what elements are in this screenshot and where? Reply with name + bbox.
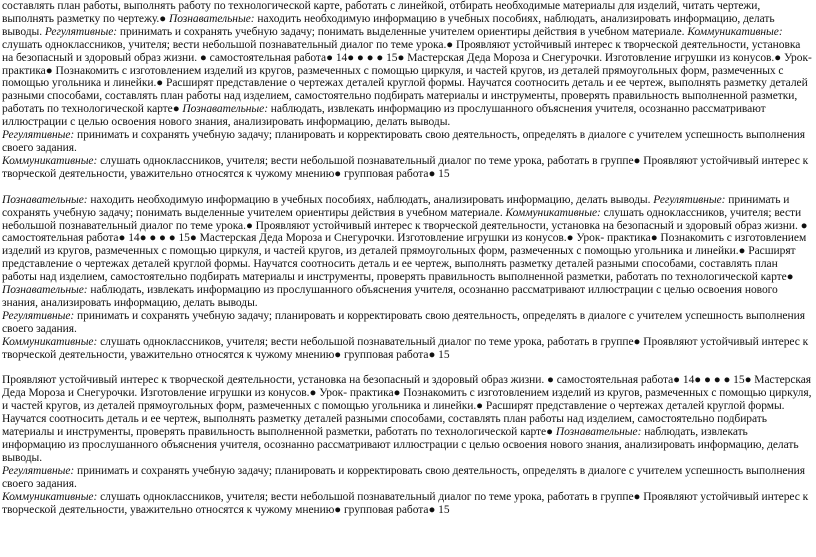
text-run: находить необходимую информацию в учебных пособиях, наблюдать, анализировать информацию, делать выводы. [87, 193, 654, 206]
section-label: Регулятивные: [2, 129, 75, 142]
text-run: наблюдать, извлекать информацию из прослушанного объяснения учителя, осознанно рассматривают иллюстрации с целью освоения нового знания, анализировать информацию, делать выводы. [2, 103, 766, 129]
section-label: Регулятивные: [44, 25, 118, 38]
section-label: Коммуникативные: [687, 25, 783, 38]
text-run: слушать одноклассников, учителя; вести небольшой познавательный диалог по теме урока.● Проявляют устойчивый интерес к творческой деятельности, установка на безопасный и здоровый образ жизни. ● самостоятельная работа● 14● ● ● ● 15● Мастерская Деда Мороза и Снегурочки. Изготовление игрушки из конусов.● Урок- практика● Познакомить с изготовлением изделий из кругов, размеченных с помощью циркуля, и частей кругов, из деталей прямоугольных форм, размеченных с помощью угольника и линейки.● Расширят представление о чертежах деталей круглой формы. Научатся соотносить деталь и ее чертеж, выполнять разметку деталей разными способами, составлять план работы над изделием, самостоятельно подбирать материалы и инструменты, проверять правильность выполненной разметки, работать по технологической карте● [2, 206, 808, 284]
section-label: Коммуникативные: [505, 206, 601, 219]
text-run: слушать одноклассников, учителя; вести небольшой познавательный диалог по теме урока, работать в группе● Проявляют устойчивый интерес к творческой деятельности, уважительно относятся к чужому мнению● групповая работа● 15 [2, 335, 809, 361]
section-label: Регулятивные: [653, 193, 726, 206]
text-run: принимать и сохранять учебную задачу; планировать и корректировать свою деятельность, определять в диалоге с учителем успешность выполнения своего задания. [2, 309, 805, 335]
text-run: Проявляют устойчивый интерес к творческой деятельности, установка на безопасный и здоровый образ жизни. ● самостоятельная работа● 14● ● ● ● 15● Мастерская Деда Мороза и Снегурочки. Изготовление игрушки из конусов.● Урок- практика● Познакомить с изготовлением изделий из кругов, размеченных с помощью циркуля, и частей кругов, из деталей прямоугольных форм, размеченных с помощью угольника и линейки.● Расширят представление о чертежах деталей круглой формы. Научатся соотносить деталь и ее чертеж, выполнять разметку деталей разными способами, составлять план работы над изделием, самостоятельно подбирать материалы и инструменты, проверять правильность выполненной разметки, работать по технологической карте● [2, 374, 812, 439]
text-run: принимать и сохранять учебную задачу; понимать выделенные учителем ориентиры действия в учебном материале. [117, 25, 688, 38]
section-label: Познавательные: [2, 193, 88, 206]
text-run: принимать и сохранять учебную задачу; понимать выделенные учителем ориентиры действия в учебном материале. [2, 193, 790, 219]
section-label: Познавательные: [182, 103, 268, 116]
text-run: слушать одноклассников, учителя; вести небольшой познавательный диалог по теме урока, работать в группе● Проявляют устойчивый интерес к творческой деятельности, уважительно относятся к чужому мнению● групповая работа● 15 [2, 154, 809, 180]
text-run: наблюдать, извлекать информацию из прослушанного объяснения учителя, осознанно рассматривают иллюстрации с целью освоения нового знания, анализировать информацию, делать выводы. [2, 426, 799, 464]
text-run: слушать одноклассников, учителя; вести небольшой познавательный диалог по теме урока, работать в группе● Проявляют устойчивый интерес к творческой деятельности, уважительно относятся к чужому мнению● групповая работа● 15 [2, 490, 809, 516]
section-label: Коммуникативные: [2, 154, 98, 167]
section-label: Коммуникативные: [2, 335, 98, 348]
paragraph-gap [2, 181, 814, 194]
section-label: Регулятивные: [2, 309, 75, 322]
text-block-3 [2, 374, 814, 516]
section-label: Познавательные: [555, 426, 642, 439]
section-label: Познавательные: [2, 284, 88, 297]
text-run: принимать и сохранять учебную задачу; планировать и корректировать свою деятельность, определять в диалоге с учителем успешность выполнения своего задания. [2, 464, 805, 490]
text-block-1 [2, 0, 814, 181]
text-run: принимать и сохранять учебную задачу; планировать и корректировать свою деятельность, определять в диалоге с учителем успешность выполнения своего задания. [2, 129, 805, 154]
section-label: Регулятивные: [2, 464, 75, 477]
text-run: наблюдать, извлекать информацию из прослушанного объяснения учителя, осознанно рассматривают иллюстрации с целью освоения нового знания, анализировать информацию, делать выводы. [2, 284, 778, 309]
paragraph-gap [2, 361, 814, 374]
section-label: Познавательные: [168, 12, 255, 25]
text-run: находить необходимую информацию в учебных пособиях, наблюдать, анализировать информацию, делать выводы. [2, 12, 775, 38]
text-block-2 [2, 194, 814, 362]
text-run: слушать одноклассников, учителя; вести небольшой познавательный диалог по теме урока.● Проявляют устойчивый интерес к творческой деятельности, установка на безопасный и здоровый образ жизни. ● самостоятельная работа● 14● ● ● ● 15● Мастерская Деда Мороза и Снегурочки. Изготовление игрушки из конусов.● Урок- практика● Познакомить с изготовлением изделий из кругов, размеченных с помощью циркуля, и частей кругов, из деталей прямоугольных форм, размеченных с помощью угольника и линейки.● Расширят представление о чертежах деталей круглой формы. Научатся соотносить деталь и ее чертеж, выполнять разметку деталей разными способами, составлять план работы над изделием, самостоятельно подбирать материалы и инструменты, проверять правильность выполненной разметки, работать по технологической карте● [2, 38, 812, 116]
section-label: Коммуникативные: [2, 490, 98, 503]
text-run: составлять план работы, выполнять работу по технологической карте, работать с линейкой, отбирать необходимые материалы для изделий, читать чертежи, выполнять разметку по чертежу.● [2, 0, 761, 25]
